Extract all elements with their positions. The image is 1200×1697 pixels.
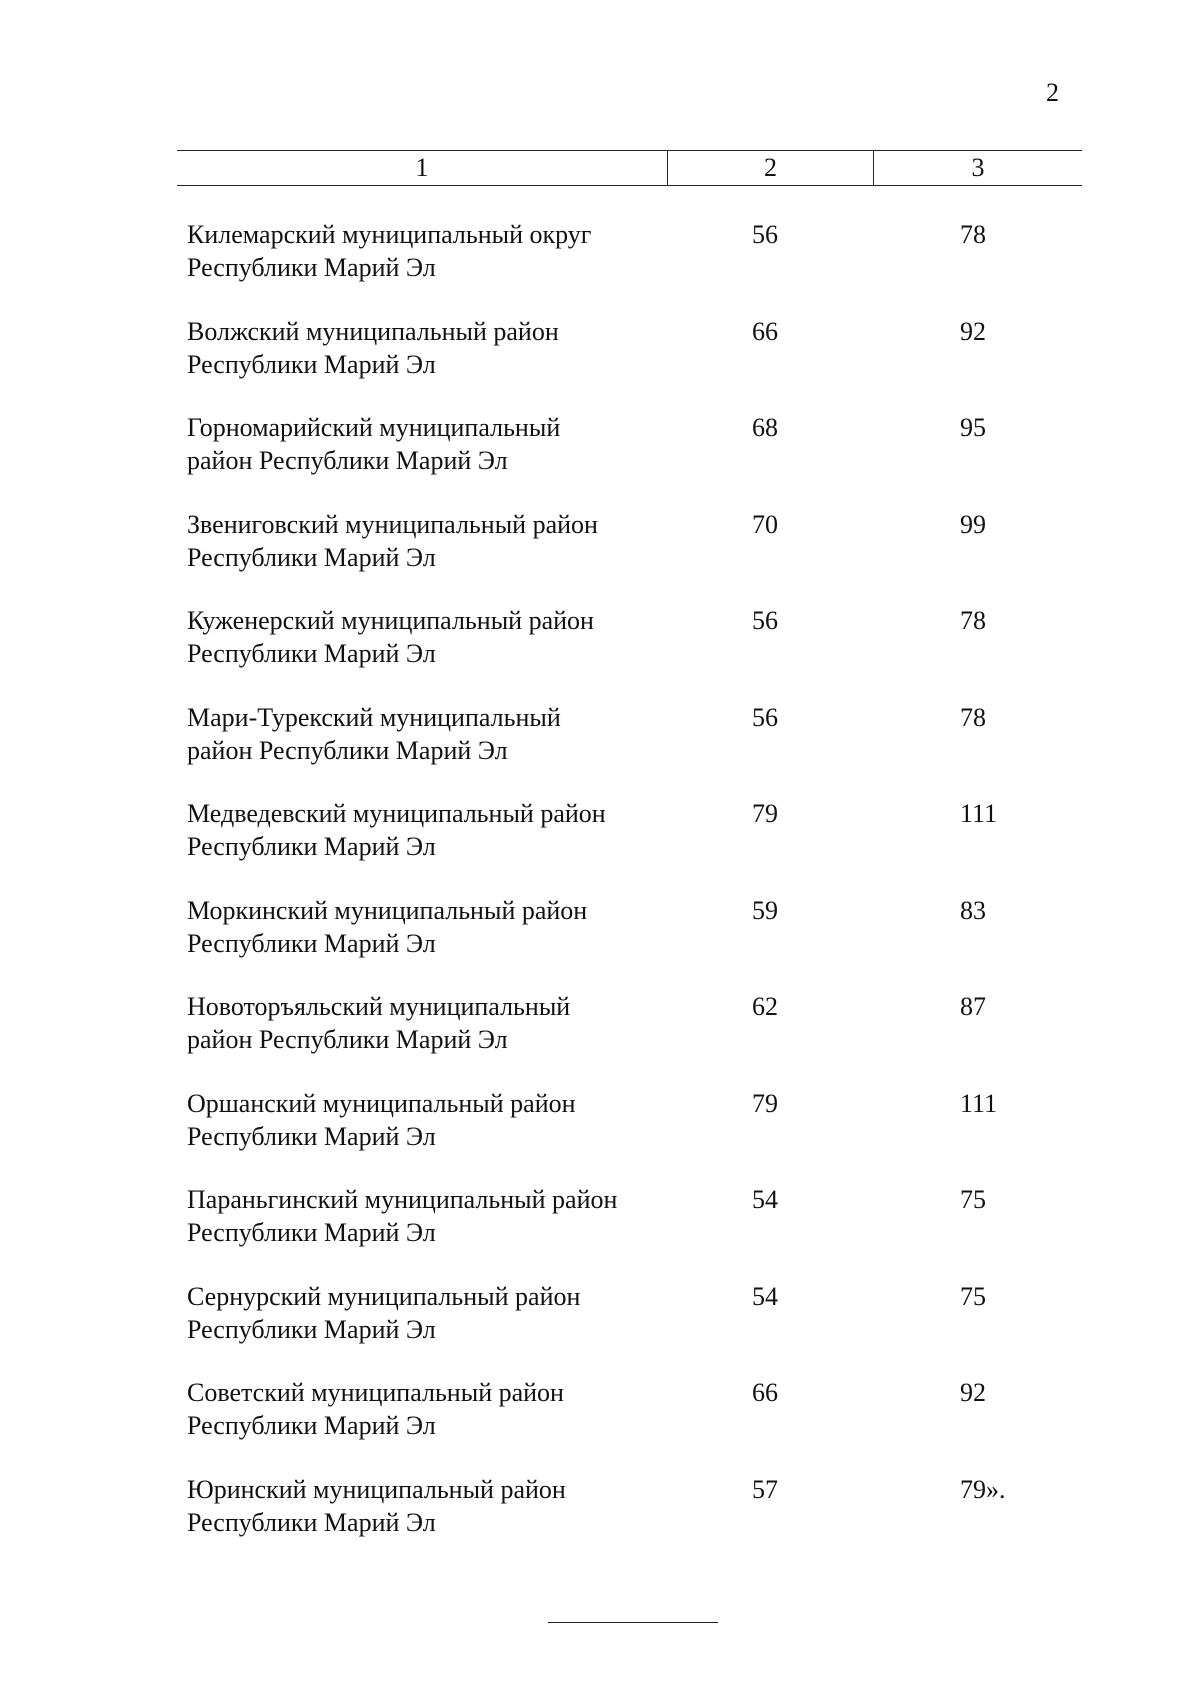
- district-name: [187, 1087, 707, 1153]
- value-col3: 99: [960, 509, 986, 539]
- district-name: [187, 1473, 707, 1539]
- district-name-line2: Республики Марий Эл: [187, 1507, 436, 1537]
- district-name-line2: Республики Марий Эл: [187, 1121, 436, 1151]
- table-row: [0, 1280, 1200, 1377]
- district-name-line1: Юринский муниципальный район: [187, 1474, 566, 1504]
- district-name-line2: Республики Марий Эл: [187, 253, 436, 282]
- table-row: [0, 701, 1200, 798]
- value-col3: 75: [960, 1281, 986, 1311]
- district-name-line2: район Республики Марий Эл: [187, 446, 508, 475]
- value-col3: 83: [960, 895, 986, 925]
- table-row: [0, 508, 1200, 605]
- district-name: [187, 1280, 707, 1346]
- table-row: [0, 315, 1200, 412]
- district-name: [187, 894, 707, 960]
- value-col2: 62: [752, 992, 778, 1021]
- value-col2: 79: [752, 799, 778, 828]
- value-col2: 66: [752, 1378, 778, 1407]
- table-row: [0, 797, 1200, 894]
- value-col2: 56: [752, 702, 778, 732]
- table-row: [0, 1087, 1200, 1184]
- table-row: [0, 218, 1200, 315]
- district-name-line1: Звениговский муниципальный район: [187, 509, 598, 539]
- district-name: [187, 1183, 707, 1249]
- value-col3: 87: [960, 992, 986, 1021]
- value-col2: 66: [752, 316, 778, 346]
- value-col3: 75: [960, 1185, 986, 1214]
- district-name-line1: Советский муниципальный район: [187, 1378, 564, 1407]
- value-col2: 79: [752, 1088, 778, 1118]
- value-col3: 79».: [960, 1474, 1006, 1504]
- district-name-line1: Медведевский муниципальный район: [187, 799, 606, 828]
- district-name-line1: Килемарский муниципальный округ: [187, 220, 592, 249]
- district-name: [187, 1376, 707, 1442]
- district-name-line1: Новоторъяльский муниципальный: [187, 992, 571, 1021]
- district-name-line2: район Республики Марий Эл: [187, 735, 508, 765]
- table-row: [0, 604, 1200, 701]
- district-name-line1: Горномарийский муниципальный: [187, 413, 561, 442]
- value-col3: 78: [960, 220, 986, 249]
- table-body: [0, 218, 1200, 1569]
- header-cell-3: 3: [971, 153, 985, 182]
- district-name-line2: Республики Марий Эл: [187, 832, 436, 861]
- value-col2: 59: [752, 895, 778, 925]
- district-name-line2: Республики Марий Эл: [187, 1218, 436, 1247]
- table-header: [177, 150, 1082, 186]
- value-col2: 56: [752, 606, 778, 635]
- district-name: [187, 315, 707, 381]
- district-name: [187, 411, 707, 477]
- district-name-line1: Мари-Турекский муниципальный: [187, 702, 561, 732]
- value-col2: 54: [752, 1281, 778, 1311]
- table-row: [0, 1183, 1200, 1280]
- table-row: [0, 1376, 1200, 1473]
- table-row: [0, 411, 1200, 508]
- district-name: [187, 218, 707, 284]
- page-number: 2: [1046, 78, 1059, 107]
- value-col2: 68: [752, 413, 778, 442]
- value-col2: 70: [752, 509, 778, 539]
- value-col2: 57: [752, 1474, 778, 1504]
- district-name-line2: Республики Марий Эл: [187, 639, 436, 668]
- value-col2: 54: [752, 1185, 778, 1214]
- district-name: [187, 797, 707, 863]
- header-cell-1: 1: [177, 151, 668, 185]
- district-name-line2: Республики Марий Эл: [187, 349, 436, 379]
- value-col3: 111: [960, 799, 998, 828]
- district-name-line1: Оршанский муниципальный район: [187, 1088, 576, 1118]
- table-row: [0, 894, 1200, 991]
- district-name-line2: Республики Марий Эл: [187, 1411, 436, 1440]
- district-name-line1: Волжский муниципальный район: [187, 316, 559, 346]
- district-name-line2: Республики Марий Эл: [187, 928, 436, 958]
- value-col3: 78: [960, 702, 986, 732]
- value-col3: 95: [960, 413, 986, 442]
- district-name-line2: Республики Марий Эл: [187, 1314, 436, 1344]
- value-col3: 111: [960, 1088, 998, 1118]
- district-name-line1: Сернурский муниципальный район: [187, 1281, 581, 1311]
- district-name: [187, 701, 707, 767]
- value-col3: 92: [960, 316, 986, 346]
- district-name-line2: Республики Марий Эл: [187, 542, 436, 572]
- value-col2: 56: [752, 220, 778, 249]
- district-name: [187, 990, 707, 1056]
- value-col3: 78: [960, 606, 986, 635]
- district-name-line1: Моркинский муниципальный район: [187, 895, 588, 925]
- header-cell-2: 2: [668, 151, 874, 185]
- district-name-line1: Куженерский муниципальный район: [187, 606, 594, 635]
- value-col3: 92: [960, 1378, 986, 1407]
- district-name-line2: район Республики Марий Эл: [187, 1025, 508, 1054]
- table-row: [0, 990, 1200, 1087]
- end-divider: [548, 1622, 718, 1623]
- district-name-line1: Параньгинский муниципальный район: [187, 1185, 618, 1214]
- district-name: [187, 604, 707, 670]
- table-row: [0, 1473, 1200, 1570]
- district-name: [187, 508, 707, 574]
